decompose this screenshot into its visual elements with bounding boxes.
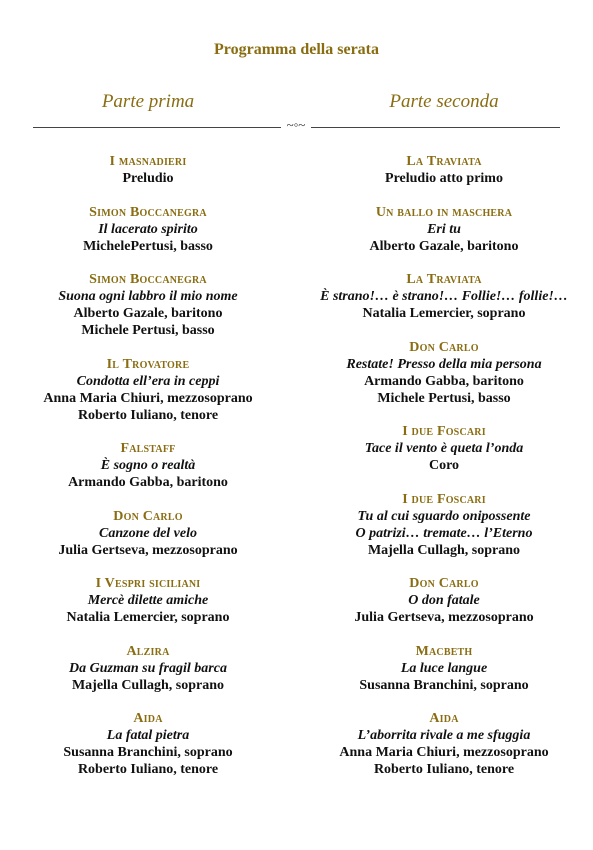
program-item <box>296 643 592 694</box>
program-item <box>296 271 592 322</box>
opera-title: La Traviata <box>406 154 482 169</box>
opera-title: Un ballo in maschera <box>375 204 513 220</box>
performer-line: Anna Maria Chiuri, mezzosoprano <box>339 745 549 760</box>
aria-title: Canzone del velo <box>99 525 197 541</box>
opera-title: Alzira <box>126 643 170 659</box>
performer-line: Susanna Branchini, soprano <box>359 677 529 693</box>
aria-title: O patrizi… tremate… l’Eterno <box>355 525 533 541</box>
opera-title: Don Carlo <box>409 576 479 591</box>
performer-line: Armando Gabba, baritono <box>68 475 228 490</box>
performer-line: Armando Gabba, baritono <box>364 373 524 389</box>
program-item <box>0 440 296 491</box>
program-item <box>296 204 592 255</box>
aria-title: O don fatale <box>408 593 480 608</box>
opera-title: I Vespri siciliani <box>95 576 201 591</box>
program-item <box>0 204 296 255</box>
performer-line: Roberto Iuliano, tenore <box>77 407 219 423</box>
opera-title: I masnadieri <box>109 154 187 169</box>
page-title: Programma della serata <box>214 41 379 58</box>
program-item <box>0 643 296 694</box>
part-one-heading: Parte prima <box>101 91 195 112</box>
opera-title: Don Carlo <box>409 339 479 355</box>
performer-line: Majella Cullagh, soprano <box>71 677 225 693</box>
aria-title: Tu al cui sguardo onipossente <box>357 508 531 524</box>
performer-line: Coro <box>428 458 460 473</box>
opera-title: Simon Boccanegra <box>89 204 207 220</box>
program-item <box>0 356 296 424</box>
performer-line: Susanna Branchini, soprano <box>63 745 233 760</box>
program-item <box>0 508 296 559</box>
divider-line-left <box>33 127 281 128</box>
aria-title: È strano!… è strano!… Follie!… follie!… <box>320 289 568 304</box>
part-two-program <box>296 153 592 795</box>
opera-title: Il Trovatore <box>106 356 190 372</box>
opera-title: I due Foscari <box>402 424 486 439</box>
performer-line: Roberto Iuliano, tenore <box>77 762 219 777</box>
program-item <box>296 575 592 626</box>
performer-line: Natalia Lemercier, soprano <box>66 610 230 625</box>
program-item <box>0 153 296 187</box>
performer-line: Michele Pertusi, basso <box>377 390 511 406</box>
program-item <box>296 339 592 407</box>
performer-line: Preludio atto primo <box>385 171 503 186</box>
divider-line-right <box>311 127 560 128</box>
performer-line: Alberto Gazale, baritono <box>73 306 223 321</box>
performer-line: Natalia Lemercier, soprano <box>362 306 526 321</box>
performer-line: Alberto Gazale, baritono <box>369 238 519 254</box>
aria-title: Il lacerato spirito <box>98 221 198 237</box>
aria-title: Restate! Presso della mia persona <box>346 356 542 372</box>
program-item <box>0 710 296 778</box>
performer-line: MichelePertusi, basso <box>83 238 213 254</box>
opera-title: Falstaff <box>120 441 176 456</box>
program-item <box>296 153 592 187</box>
aria-title: Tace il vento è queta l’onda <box>364 441 524 456</box>
opera-title: Macbeth <box>415 643 473 659</box>
aria-title: Condotta ell’era in ceppi <box>76 373 220 389</box>
performer-line: Julia Gertseva, mezzosoprano <box>58 542 238 558</box>
performer-line: Majella Cullagh, soprano <box>367 542 521 558</box>
part-one-program <box>0 153 296 795</box>
opera-title: I due Foscari <box>402 491 486 507</box>
aria-title: Eri tu <box>427 221 461 237</box>
part-two-heading: Parte seconda <box>389 91 499 112</box>
aria-title: Suona ogni labbro il mio nome <box>58 289 238 304</box>
program-item <box>296 423 592 474</box>
opera-title: Aida <box>429 711 459 726</box>
aria-title: Da Guzman su fragil barca <box>69 660 227 676</box>
performer-line: Michele Pertusi, basso <box>81 323 215 338</box>
aria-title: La fatal pietra <box>106 728 190 743</box>
performer-line: Roberto Iuliano, tenore <box>373 762 515 777</box>
opera-title: Don Carlo <box>113 508 183 524</box>
divider-ornament-icon: ~◦~ <box>286 117 306 132</box>
aria-title: Mercè dilette amiche <box>87 593 209 608</box>
opera-title: Simon Boccanegra <box>89 272 207 287</box>
program-item <box>296 491 592 559</box>
opera-title: La Traviata <box>406 272 482 287</box>
program-item <box>0 575 296 626</box>
program-item <box>296 710 592 778</box>
aria-title: È sogno o realtà <box>100 458 196 473</box>
performer-line: Preludio <box>122 171 174 186</box>
aria-title: La luce langue <box>400 660 488 676</box>
performer-line: Julia Gertseva, mezzosoprano <box>354 610 534 625</box>
opera-title: Aida <box>133 711 163 726</box>
performer-line: Anna Maria Chiuri, mezzosoprano <box>43 390 253 406</box>
program-item <box>0 271 296 339</box>
aria-title: L’aborrita rivale a me sfuggia <box>357 728 531 743</box>
